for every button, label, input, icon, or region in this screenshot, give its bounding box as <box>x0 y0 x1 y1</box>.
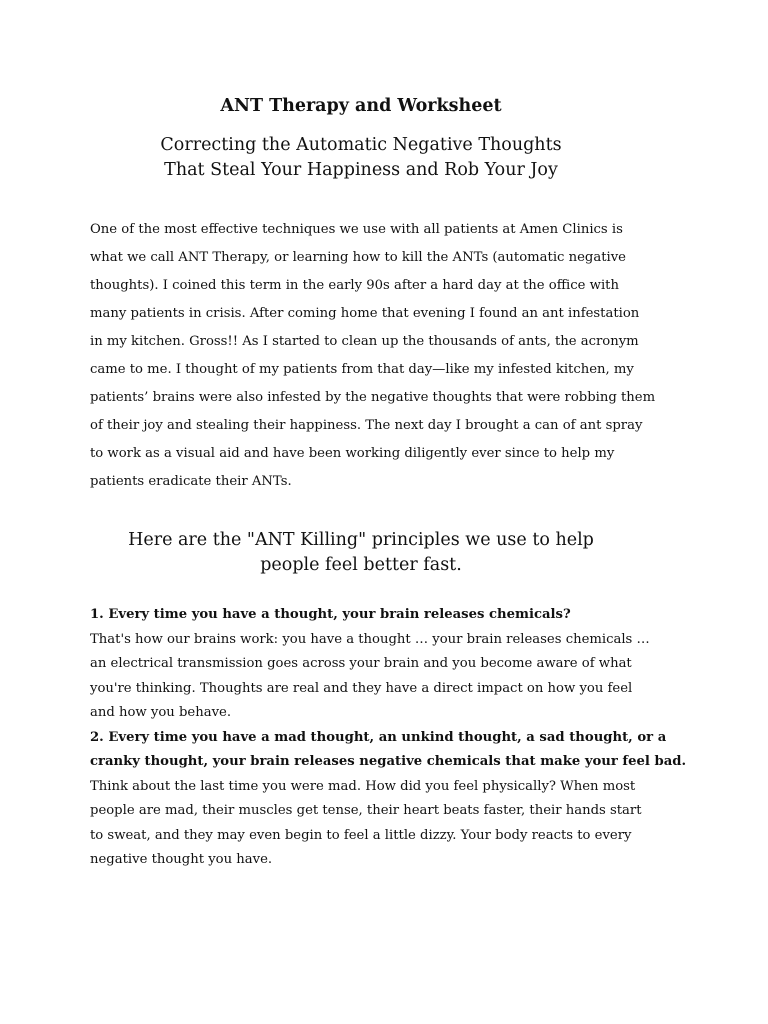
intro-paragraph <box>90 216 690 496</box>
principle-1-body-line: That's how our brains work: you have a thought … your brain releases chemicals … <box>90 631 650 647</box>
intro-line: patients eradicate their ANTs. <box>90 474 292 489</box>
intro-line: of their joy and stealing their happiness. The next day I brought a can of ant spray <box>90 418 643 433</box>
intro-line: thoughts). I coined this term in the early 90s after a hard day at the office with <box>90 278 619 293</box>
principle-2-body-line: people are mad, their muscles get tense, their heart beats faster, their hands start <box>90 803 642 818</box>
intro-line: to work as a visual aid and have been working diligently ever since to help my <box>90 446 615 461</box>
principles-heading-line: people feel better fast. <box>260 555 462 575</box>
principle-2-body-line: Think about the last time you were mad. How did you feel physically? When most <box>90 778 636 794</box>
intro-line: what we call ANT Therapy, or learning how to kill the ANTs (automatic negative <box>90 250 626 265</box>
principle-2-body-line: negative thought you have. <box>90 852 273 867</box>
intro-line: many patients in crisis. After coming home that evening I found an ant infestation <box>90 306 640 321</box>
document-title: ANT Therapy and Worksheet <box>220 96 502 116</box>
principle-1-body-line: an electrical transmission goes across your brain and you become aware of what <box>90 656 632 671</box>
principle-2-body-line: to sweat, and they may even begin to feel a little dizzy. Your body reacts to every <box>90 827 632 843</box>
principles-heading <box>0 528 722 578</box>
document-subtitle <box>0 133 722 183</box>
principle-1-body-line: and how you behave. <box>90 705 232 720</box>
principle-1-heading: 1. Every time you have a thought, your brain releases chemicals? <box>90 607 571 622</box>
principle-2-heading-line: 2. Every time you have a mad thought, an unkind thought, a sad thought, or a <box>90 729 667 745</box>
intro-line: patients’ brains were also infested by the negative thoughts that were robbing them <box>90 390 656 405</box>
subtitle-line: Correcting the Automatic Negative Thoughts <box>160 135 562 155</box>
principles-list <box>90 603 690 873</box>
intro-line: in my kitchen. Gross!! As I started to clean up the thousands of ants, the acronym <box>90 334 639 349</box>
subtitle-line: That Steal Your Happiness and Rob Your Joy <box>164 160 558 180</box>
principles-heading-line: Here are the "ANT Killing" principles we use to help <box>128 530 594 550</box>
principle-1-body-line: you're thinking. Thoughts are real and they have a direct impact on how you feel <box>90 680 633 696</box>
intro-line: came to me. I thought of my patients from that day—like my infested kitchen, my <box>90 362 634 377</box>
intro-line: One of the most effective techniques we use with all patients at Amen Clinics is <box>90 222 623 237</box>
principle-2-heading-line: cranky thought, your brain releases negative chemicals that make your feel bad. <box>90 754 687 769</box>
